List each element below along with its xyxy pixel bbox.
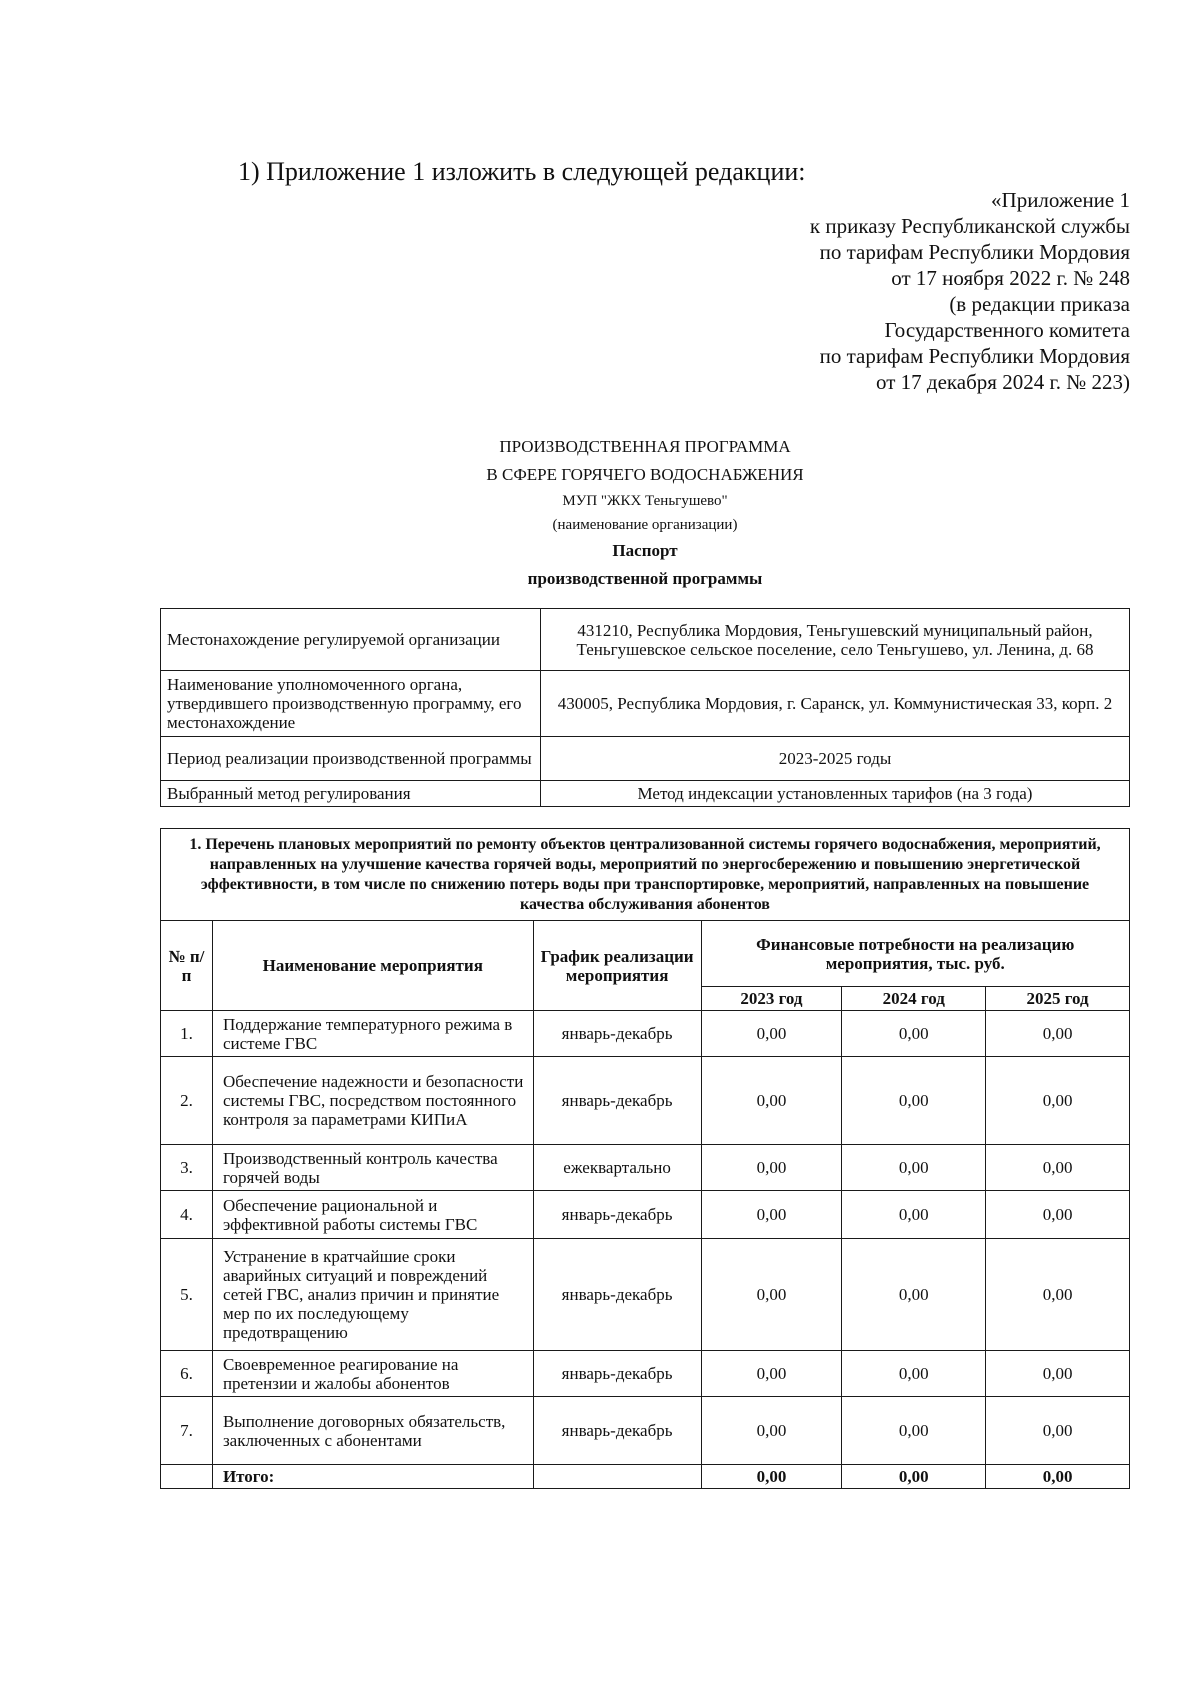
cost-2024: 0,00 bbox=[842, 1397, 986, 1465]
measure-schedule: январь-декабрь bbox=[533, 1351, 701, 1397]
section-title-row bbox=[161, 829, 1130, 921]
cost-2024: 0,00 bbox=[842, 1057, 986, 1145]
appendix-reference bbox=[700, 187, 1130, 395]
cost-2023: 0,00 bbox=[701, 1191, 842, 1239]
appendix-line: от 17 ноября 2022 г. № 248 bbox=[891, 266, 1130, 290]
total-schedule-cell bbox=[533, 1465, 701, 1489]
cost-2023: 0,00 bbox=[701, 1239, 842, 1351]
cost-2024: 0,00 bbox=[842, 1239, 986, 1351]
cost-2024: 0,00 bbox=[842, 1145, 986, 1191]
organization-caption: (наименование организации) bbox=[552, 517, 738, 533]
cost-2025: 0,00 bbox=[986, 1145, 1130, 1191]
row-number: 5. bbox=[161, 1239, 213, 1351]
cost-2024: 0,00 bbox=[842, 1351, 986, 1397]
row-number: 3. bbox=[161, 1145, 213, 1191]
measure-schedule: январь-декабрь bbox=[533, 1191, 701, 1239]
passport-row bbox=[161, 781, 1130, 807]
table-row bbox=[161, 1057, 1130, 1145]
cost-2023: 0,00 bbox=[701, 1057, 842, 1145]
col-header-name: Наименование мероприятия bbox=[212, 921, 533, 1011]
total-2023: 0,00 bbox=[701, 1465, 842, 1489]
table-row bbox=[161, 1191, 1130, 1239]
col-header-number: № п/п bbox=[161, 921, 213, 1011]
passport-table bbox=[160, 608, 1130, 807]
total-row bbox=[161, 1465, 1130, 1489]
measure-name: Производственный контроль качества горячей воды bbox=[212, 1145, 533, 1191]
table-row bbox=[161, 1351, 1130, 1397]
section-1-title: 1. Перечень плановых мероприятий по ремонту объектов централизованной системы горячего водоснабжения, мероприятий, направленных на улучшение качества горячей воды, мероприятий по энергосбережению и повышению энергетической эффективности, в том числе по снижению потерь воды при транспортировке, мероприятий, направленных на повышение качества обслуживания абонентов bbox=[161, 829, 1130, 921]
passport-row bbox=[161, 671, 1130, 737]
passport-label: Период реализации производственной программы bbox=[161, 737, 541, 781]
program-title-block bbox=[160, 433, 1130, 593]
passport-row bbox=[161, 737, 1130, 781]
cost-2025: 0,00 bbox=[986, 1057, 1130, 1145]
appendix-line: от 17 декабря 2024 г. № 223) bbox=[876, 370, 1130, 394]
appendix-line: (в редакции приказа bbox=[949, 292, 1130, 316]
passport-row bbox=[161, 609, 1130, 671]
table-row bbox=[161, 1145, 1130, 1191]
total-number-cell bbox=[161, 1465, 213, 1489]
measures-table bbox=[160, 828, 1130, 1489]
cost-2025: 0,00 bbox=[986, 1351, 1130, 1397]
passport-value: 431210, Республика Мордовия, Теньгушевский муниципальный район, Теньгушевское сельское поселение, село Теньгушево, ул. Ленина, д. 68 bbox=[541, 609, 1130, 671]
cost-2024: 0,00 bbox=[842, 1191, 986, 1239]
row-number: 6. bbox=[161, 1351, 213, 1397]
measure-schedule: январь-декабрь bbox=[533, 1011, 701, 1057]
col-header-2025: 2025 год bbox=[986, 987, 1130, 1011]
organization-name: МУП "ЖКХ Теньгушево" bbox=[562, 493, 728, 509]
passport-label: Наименование уполномоченного органа, утвердившего производственную программу, его местонахождение bbox=[161, 671, 541, 737]
measure-name: Поддержание температурного режима в системе ГВС bbox=[212, 1011, 533, 1057]
total-label: Итого: bbox=[212, 1465, 533, 1489]
appendix-line: к приказу Республиканской службы bbox=[809, 214, 1130, 238]
table-row bbox=[161, 1011, 1130, 1057]
row-number: 4. bbox=[161, 1191, 213, 1239]
cost-2023: 0,00 bbox=[701, 1397, 842, 1465]
col-header-2023: 2023 год bbox=[701, 987, 842, 1011]
appendix-line: по тарифам Республики Мордовия bbox=[819, 240, 1130, 264]
cost-2023: 0,00 bbox=[701, 1011, 842, 1057]
col-header-2024: 2024 год bbox=[842, 987, 986, 1011]
passport-value: 2023-2025 годы bbox=[541, 737, 1130, 781]
appendix-line: Государственного комитета bbox=[884, 318, 1130, 342]
row-number: 2. bbox=[161, 1057, 213, 1145]
measure-name: Обеспечение надежности и безопасности системы ГВС, посредством постоянного контроля за параметрами КИПиА bbox=[212, 1057, 533, 1145]
program-subtitle: В СФЕРЕ ГОРЯЧЕГО ВОДОСНАБЖЕНИЯ bbox=[486, 465, 804, 484]
passport-value: Метод индексации установленных тарифов (на 3 года) bbox=[541, 781, 1130, 807]
cost-2025: 0,00 bbox=[986, 1397, 1130, 1465]
cost-2023: 0,00 bbox=[701, 1145, 842, 1191]
col-header-schedule: График реализации мероприятия bbox=[533, 921, 701, 1011]
cost-2025: 0,00 bbox=[986, 1239, 1130, 1351]
cost-2025: 0,00 bbox=[986, 1191, 1130, 1239]
measure-schedule: январь-декабрь bbox=[533, 1057, 701, 1145]
cost-2023: 0,00 bbox=[701, 1351, 842, 1397]
passport-label: Местонахождение регулируемой организации bbox=[161, 609, 541, 671]
cost-2025: 0,00 bbox=[986, 1011, 1130, 1057]
measure-schedule: ежеквартально bbox=[533, 1145, 701, 1191]
measure-schedule: январь-декабрь bbox=[533, 1239, 701, 1351]
appendix-line: «Приложение 1 bbox=[991, 188, 1130, 212]
appendix-line: по тарифам Республики Мордовия bbox=[819, 344, 1130, 368]
table-row bbox=[161, 1397, 1130, 1465]
row-number: 1. bbox=[161, 1011, 213, 1057]
measure-name: Выполнение договорных обязательств, заключенных с абонентами bbox=[212, 1397, 533, 1465]
row-number: 7. bbox=[161, 1397, 213, 1465]
passport-subtitle: производственной программы bbox=[527, 569, 763, 588]
amendment-heading: 1) Приложение 1 изложить в следующей редакции: bbox=[238, 157, 806, 186]
measure-name: Своевременное реагирование на претензии и жалобы абонентов bbox=[212, 1351, 533, 1397]
passport-title: Паспорт bbox=[612, 541, 678, 560]
program-title: ПРОИЗВОДСТВЕННАЯ ПРОГРАММА bbox=[499, 437, 791, 456]
measure-name: Устранение в кратчайшие сроки аварийных ситуаций и повреждений сетей ГВС, анализ причин и принятие мер по их последующему предотвращению bbox=[212, 1239, 533, 1351]
passport-label: Выбранный метод регулирования bbox=[161, 781, 541, 807]
passport-value: 430005, Республика Мордовия, г. Саранск, ул. Коммунистическая 33, корп. 2 bbox=[541, 671, 1130, 737]
measure-name: Обеспечение рациональной и эффективной работы системы ГВС bbox=[212, 1191, 533, 1239]
header-row bbox=[161, 921, 1130, 987]
total-2025: 0,00 bbox=[986, 1465, 1130, 1489]
col-header-finance: Финансовые потребности на реализацию мероприятия, тыс. руб. bbox=[701, 921, 1129, 987]
cost-2024: 0,00 bbox=[842, 1011, 986, 1057]
measure-schedule: январь-декабрь bbox=[533, 1397, 701, 1465]
table-row bbox=[161, 1239, 1130, 1351]
total-2024: 0,00 bbox=[842, 1465, 986, 1489]
